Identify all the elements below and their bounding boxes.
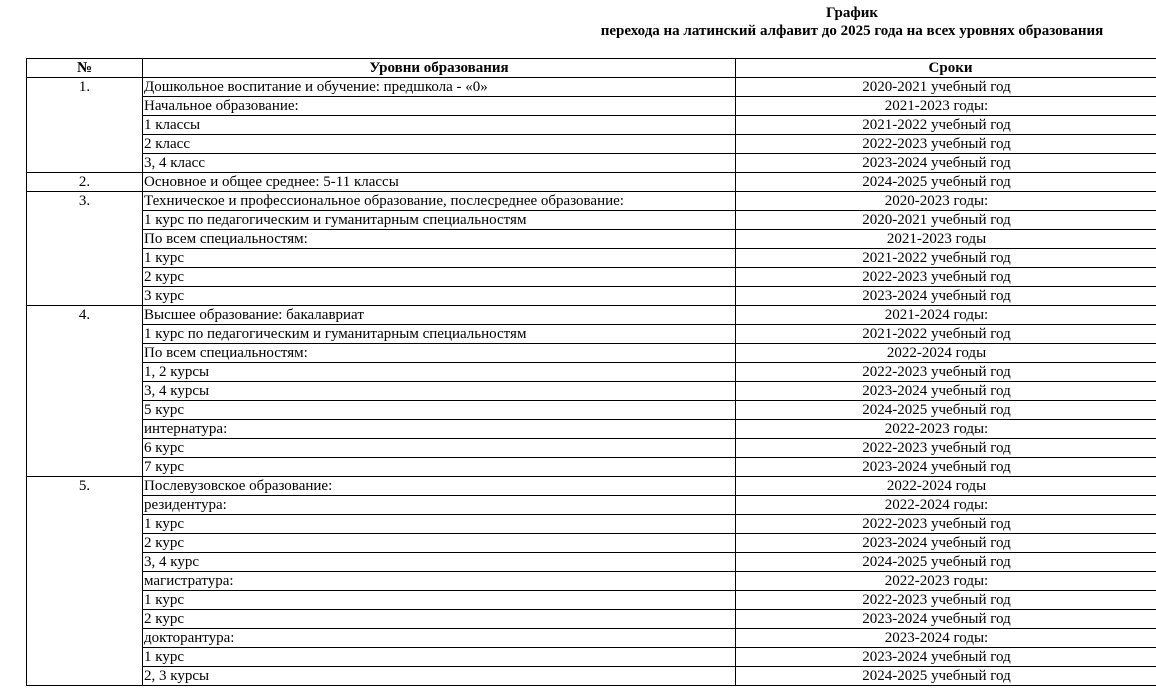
table-row [27,458,1156,477]
term-cell: 2024-2025 учебный год [736,667,1156,686]
term-cell: 2023-2024 учебный год [736,287,1156,306]
education-level-cell: Дошкольное воспитание и обучение: предшкола - «0» [143,78,736,97]
term-cell: 2022-2024 годы: [736,496,1156,515]
term-cell: 2022-2023 учебный год [736,363,1156,382]
education-level-cell: 3, 4 курсы [143,382,736,401]
education-level-cell: Техническое и профессиональное образование, послесреднее образование: [143,192,736,211]
education-level-cell: 3 курс [143,287,736,306]
table-row [27,97,1156,116]
term-cell: 2023-2024 учебный год [736,534,1156,553]
education-level-cell: Основное и общее среднее: 5-11 классы [143,173,736,192]
education-level-cell: 1 курс [143,591,736,610]
education-level-cell: 6 курс [143,439,736,458]
table-row [27,325,1156,344]
education-level-cell: 7 курс [143,458,736,477]
table-row [27,78,1156,97]
table-row [27,591,1156,610]
term-cell: 2021-2022 учебный год [736,249,1156,268]
education-level-cell: 2 класс [143,135,736,154]
table-header-row [27,59,1156,78]
education-level-cell: 2 курс [143,610,736,629]
table-row [27,572,1156,591]
education-level-cell: Высшее образование: бакалавриат [143,306,736,325]
table-row [27,629,1156,648]
term-cell: 2024-2025 учебный год [736,173,1156,192]
table-row [27,344,1156,363]
table-row [27,401,1156,420]
header-terms: Сроки [736,59,1156,78]
education-level-cell: докторантура: [143,629,736,648]
term-cell: 2020-2023 годы: [736,192,1156,211]
term-cell: 2023-2024 учебный год [736,458,1156,477]
table-row [27,382,1156,401]
term-cell: 2021-2022 учебный год [736,325,1156,344]
table-row [27,154,1156,173]
table-row [27,230,1156,249]
education-level-cell: 1 курс [143,515,736,534]
term-cell: 2022-2023 учебный год [736,439,1156,458]
education-level-cell: 1 курс [143,249,736,268]
education-level-cell: магистратура: [143,572,736,591]
table-row [27,116,1156,135]
education-level-cell: 1 курс [143,648,736,667]
table-row [27,610,1156,629]
document-title: График [825,5,879,21]
section-number: 4. [27,306,143,477]
term-cell: 2023-2024 годы: [736,629,1156,648]
term-cell: 2023-2024 учебный год [736,648,1156,667]
education-level-cell: 3, 4 класс [143,154,736,173]
header-levels: Уровни образования [143,59,736,78]
education-level-cell: 1, 2 курсы [143,363,736,382]
education-level-cell: По всем специальностям: [143,230,736,249]
table-row [27,173,1156,192]
table-row [27,515,1156,534]
section-number: 1. [27,78,143,173]
education-level-cell: 1 курс по педагогическим и гуманитарным специальностям [143,325,736,344]
table-row [27,192,1156,211]
term-cell: 2023-2024 учебный год [736,154,1156,173]
term-cell: 2021-2022 учебный год [736,116,1156,135]
education-level-cell: резидентура: [143,496,736,515]
term-cell: 2020-2021 учебный год [736,211,1156,230]
table-row [27,211,1156,230]
term-cell: 2022-2024 годы [736,477,1156,496]
table-row [27,439,1156,458]
table-row [27,268,1156,287]
section-number: 2. [27,173,143,192]
term-cell: 2021-2024 годы: [736,306,1156,325]
table-row [27,534,1156,553]
education-level-cell: интернатура: [143,420,736,439]
section-number: 5. [27,477,143,686]
document-subtitle: перехода на латинский алфавит до 2025 года на всех уровнях образования [600,23,1104,39]
table-row [27,306,1156,325]
education-level-cell: 1 классы [143,116,736,135]
term-cell: 2021-2023 годы: [736,97,1156,116]
education-level-cell: Послевузовское образование: [143,477,736,496]
education-level-cell: 3, 4 курс [143,553,736,572]
table-row [27,667,1156,686]
education-level-cell: По всем специальностям: [143,344,736,363]
table-row [27,648,1156,667]
education-level-cell: 2, 3 курсы [143,667,736,686]
table-row [27,477,1156,496]
header-number: № [27,59,143,78]
term-cell: 2022-2024 годы [736,344,1156,363]
term-cell: 2022-2023 годы: [736,420,1156,439]
term-cell: 2022-2023 учебный год [736,515,1156,534]
term-cell: 2020-2021 учебный год [736,78,1156,97]
section-number: 3. [27,192,143,306]
term-cell: 2024-2025 учебный год [736,553,1156,572]
table-row [27,363,1156,382]
table-row [27,135,1156,154]
term-cell: 2023-2024 учебный год [736,382,1156,401]
table-row [27,496,1156,515]
term-cell: 2024-2025 учебный год [736,401,1156,420]
education-level-cell: 2 курс [143,268,736,287]
term-cell: 2022-2023 годы: [736,572,1156,591]
education-level-cell: 1 курс по педагогическим и гуманитарным специальностям [143,211,736,230]
table-row [27,287,1156,306]
schedule-table [26,58,1156,686]
table-row [27,249,1156,268]
term-cell: 2022-2023 учебный год [736,268,1156,287]
table-row [27,420,1156,439]
term-cell: 2022-2023 учебный год [736,135,1156,154]
education-level-cell: 5 курс [143,401,736,420]
term-cell: 2022-2023 учебный год [736,591,1156,610]
term-cell: 2021-2023 годы [736,230,1156,249]
table-row [27,553,1156,572]
education-level-cell: 2 курс [143,534,736,553]
term-cell: 2023-2024 учебный год [736,610,1156,629]
education-level-cell: Начальное образование: [143,97,736,116]
